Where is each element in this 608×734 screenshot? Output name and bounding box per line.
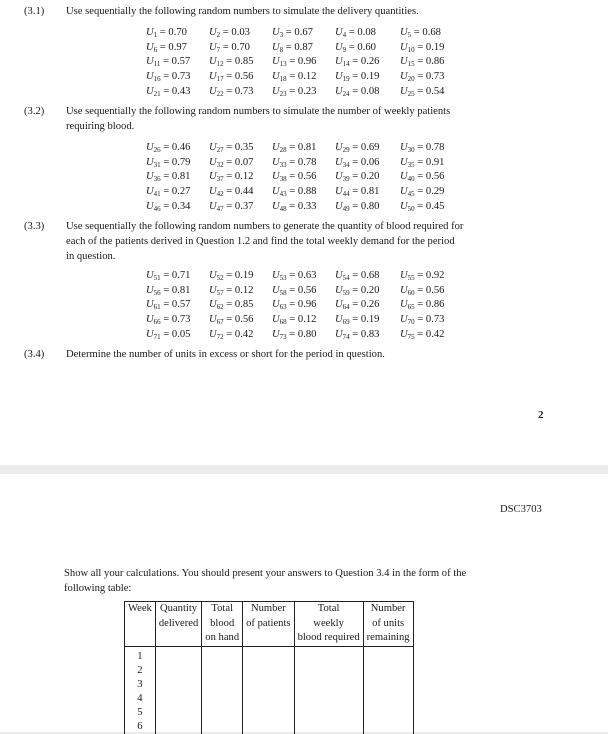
random-number-u71: $U_{71} = 0.05$	[146, 328, 191, 341]
random-number-u56: $U_{56} = 0.81$	[146, 284, 191, 297]
question-text: Use sequentially the following random numbers to simulate the delivery quantities.	[66, 6, 419, 17]
question-3-1	[24, 4, 549, 19]
table-row	[125, 706, 414, 720]
random-number-u55: $U_{55} = 0.92$	[400, 269, 445, 282]
question-3-3	[24, 219, 549, 264]
random-number-u34: $U_{34} = 0.06$	[335, 156, 380, 169]
answer-cell[interactable]	[294, 692, 363, 706]
table-header-2: Total blood on hand	[202, 602, 243, 647]
random-number-u46: $U_{46} = 0.34$	[146, 200, 191, 213]
random-number-u72: $U_{72} = 0.42$	[209, 328, 254, 341]
answer-cell[interactable]	[243, 664, 294, 678]
random-number-u25: $U_{25} = 0.54$	[400, 85, 445, 98]
random-number-u21: $U_{21} = 0.43$	[146, 85, 191, 98]
answer-cell[interactable]	[243, 646, 294, 664]
question-text-line-1: Use sequentially the following random numbers to generate the quantity of blood required for	[66, 221, 464, 232]
answer-cell[interactable]	[294, 706, 363, 720]
grid-row	[146, 84, 463, 99]
random-number-u47: $U_{47} = 0.37$	[209, 200, 254, 213]
random-number-u16: $U_{16} = 0.73$	[146, 70, 191, 83]
random-number-u17: $U_{17} = 0.56$	[209, 70, 254, 83]
question-number: (3.3)	[24, 221, 45, 232]
week-number: 1	[125, 646, 156, 664]
random-number-u6: $U_6 = 0.97$	[146, 41, 187, 54]
random-number-u26: $U_{26} = 0.46$	[146, 141, 191, 154]
random-number-u20: $U_{20} = 0.73$	[400, 70, 445, 83]
random-number-u33: $U_{33} = 0.78$	[272, 156, 317, 169]
random-number-u3: $U_3 = 0.67$	[272, 26, 313, 39]
random-number-u42: $U_{42} = 0.44$	[209, 185, 254, 198]
random-number-u53: $U_{53} = 0.63$	[272, 269, 317, 282]
random-number-u13: $U_{13} = 0.96$	[272, 56, 317, 69]
random-number-u7: $U_7 = 0.70$	[209, 41, 250, 54]
random-number-u62: $U_{62} = 0.85$	[209, 299, 254, 312]
answer-cell[interactable]	[155, 706, 201, 720]
grid-row	[146, 184, 463, 199]
grid-row	[146, 69, 463, 84]
answer-cell[interactable]	[202, 692, 243, 706]
answer-cell[interactable]	[363, 664, 413, 678]
table-header-5: Number of units remaining	[363, 602, 413, 647]
answer-cell[interactable]	[202, 720, 243, 734]
answer-cell[interactable]	[243, 706, 294, 720]
random-number-u61: $U_{61} = 0.57$	[146, 299, 191, 312]
answer-cell[interactable]	[155, 720, 201, 734]
random-number-u49: $U_{49} = 0.80$	[335, 200, 380, 213]
answer-table	[124, 601, 414, 734]
grid-row	[146, 25, 463, 40]
answer-cell[interactable]	[294, 646, 363, 664]
random-numbers-grid-3-3	[146, 268, 463, 341]
page-number: 2	[538, 409, 544, 421]
question-text-line-2: requiring blood.	[66, 121, 135, 132]
answer-cell[interactable]	[363, 646, 413, 664]
random-number-u11: $U_{11} = 0.57$	[146, 56, 191, 69]
answer-cell[interactable]	[294, 720, 363, 734]
table-row	[125, 678, 414, 692]
random-number-u18: $U_{18} = 0.12$	[272, 70, 317, 83]
answer-cell[interactable]	[202, 664, 243, 678]
random-number-u35: $U_{35} = 0.91$	[400, 156, 445, 169]
answer-cell[interactable]	[202, 646, 243, 664]
random-number-u65: $U_{65} = 0.86$	[400, 299, 445, 312]
grid-row	[146, 283, 463, 298]
question-text-line-2: each of the patients derived in Question 1.2 and find the total weekly demand for the period	[66, 236, 455, 247]
random-number-u9: $U_9 = 0.60$	[335, 41, 376, 54]
random-number-u69: $U_{69} = 0.19$	[335, 313, 380, 326]
question-number: (3.2)	[24, 106, 45, 117]
grid-row	[146, 155, 463, 170]
random-number-u31: $U_{31} = 0.79$	[146, 156, 191, 169]
random-number-u64: $U_{64} = 0.26$	[335, 299, 380, 312]
grid-row	[146, 327, 463, 342]
random-number-u12: $U_{12} = 0.85$	[209, 56, 254, 69]
random-number-u27: $U_{27} = 0.35$	[209, 141, 254, 154]
random-number-u28: $U_{28} = 0.81$	[272, 141, 317, 154]
answer-cell[interactable]	[155, 664, 201, 678]
random-number-u40: $U_{40} = 0.56$	[400, 171, 445, 184]
grid-row	[146, 140, 463, 155]
random-numbers-grid-3-1	[146, 25, 463, 98]
random-number-u10: $U_{10} = 0.19$	[400, 41, 445, 54]
document-page-2	[0, 474, 608, 732]
random-number-u29: $U_{29} = 0.69$	[335, 141, 380, 154]
table-row	[125, 692, 414, 706]
answer-cell[interactable]	[202, 706, 243, 720]
answer-cell[interactable]	[243, 678, 294, 692]
question-number: (3.4)	[24, 349, 45, 360]
random-number-u44: $U_{44} = 0.81$	[335, 185, 380, 198]
answer-cell[interactable]	[155, 692, 201, 706]
answer-cell[interactable]	[155, 678, 201, 692]
random-number-u2: $U_2 = 0.03$	[209, 26, 250, 39]
answer-cell[interactable]	[202, 678, 243, 692]
table-header-3: Number of patients	[243, 602, 294, 647]
week-number: 3	[125, 678, 156, 692]
random-number-u68: $U_{68} = 0.12$	[272, 313, 317, 326]
random-number-u14: $U_{14} = 0.26$	[335, 56, 380, 69]
answer-cell[interactable]	[243, 720, 294, 734]
week-number: 2	[125, 664, 156, 678]
answer-cell[interactable]	[155, 646, 201, 664]
random-number-u67: $U_{67} = 0.56$	[209, 313, 254, 326]
random-number-u74: $U_{74} = 0.83$	[335, 328, 380, 341]
table-header-0: Week	[125, 602, 156, 647]
answer-cell[interactable]	[294, 664, 363, 678]
answer-cell[interactable]	[363, 692, 413, 706]
random-number-u59: $U_{59} = 0.20$	[335, 284, 380, 297]
random-number-u23: $U_{23} = 0.23$	[272, 85, 317, 98]
random-number-u1: $U_1 = 0.70$	[146, 26, 187, 39]
answer-cell[interactable]	[363, 706, 413, 720]
random-number-u70: $U_{70} = 0.73$	[400, 313, 445, 326]
week-number: 6	[125, 720, 156, 734]
random-number-u48: $U_{48} = 0.33$	[272, 200, 317, 213]
random-number-u66: $U_{66} = 0.73$	[146, 313, 191, 326]
random-number-u41: $U_{41} = 0.27$	[146, 185, 191, 198]
random-number-u58: $U_{58} = 0.56$	[272, 284, 317, 297]
random-number-u30: $U_{30} = 0.78$	[400, 141, 445, 154]
random-number-u43: $U_{43} = 0.88$	[272, 185, 317, 198]
random-number-u73: $U_{73} = 0.80$	[272, 328, 317, 341]
random-number-u32: $U_{32} = 0.07$	[209, 156, 254, 169]
answer-cell[interactable]	[363, 720, 413, 734]
random-number-u5: $U_5 = 0.68$	[400, 26, 441, 39]
question-text: Determine the number of units in excess or short for the period in question.	[66, 349, 385, 360]
random-number-u57: $U_{57} = 0.12$	[209, 284, 254, 297]
question-number: (3.1)	[24, 6, 45, 17]
table-header-4: Total weekly blood required	[294, 602, 363, 647]
random-number-u60: $U_{60} = 0.56$	[400, 284, 445, 297]
question-text-line-1: Use sequentially the following random numbers to simulate the number of weekly patients	[66, 106, 451, 117]
table-row	[125, 664, 414, 678]
question-3-4	[24, 347, 549, 362]
random-number-u4: $U_4 = 0.08$	[335, 26, 376, 39]
question-text-line-3: in question.	[66, 251, 116, 262]
week-number: 4	[125, 692, 156, 706]
random-number-u19: $U_{19} = 0.19$	[335, 70, 380, 83]
table-header-1: Quantity delivered	[155, 602, 201, 647]
question-3-2	[24, 104, 549, 134]
answer-cell[interactable]	[294, 678, 363, 692]
random-number-u24: $U_{24} = 0.08$	[335, 85, 380, 98]
grid-row	[146, 199, 463, 214]
random-number-u36: $U_{36} = 0.81$	[146, 171, 191, 184]
grid-row	[146, 268, 463, 283]
grid-row	[146, 54, 463, 69]
random-number-u75: $U_{75} = 0.42$	[400, 328, 445, 341]
table-row	[125, 646, 414, 664]
course-code: DSC3703	[500, 504, 542, 515]
random-number-u22: $U_{22} = 0.73$	[209, 85, 254, 98]
instruction-line-2: following table:	[64, 583, 132, 594]
random-number-u52: $U_{52} = 0.19$	[209, 269, 254, 282]
grid-row	[146, 297, 463, 312]
random-number-u63: $U_{63} = 0.96$	[272, 299, 317, 312]
random-number-u37: $U_{37} = 0.12$	[209, 171, 254, 184]
random-number-u15: $U_{15} = 0.86$	[400, 56, 445, 69]
random-number-u38: $U_{38} = 0.56$	[272, 171, 317, 184]
random-number-u54: $U_{54} = 0.68$	[335, 269, 380, 282]
answer-cell[interactable]	[363, 678, 413, 692]
random-number-u39: $U_{39} = 0.20$	[335, 171, 380, 184]
random-number-u45: $U_{45} = 0.29$	[400, 185, 445, 198]
instruction-text	[64, 566, 549, 596]
grid-row	[146, 312, 463, 327]
random-number-u51: $U_{51} = 0.71$	[146, 269, 191, 282]
random-number-u50: $U_{50} = 0.45$	[400, 200, 445, 213]
random-numbers-grid-3-2	[146, 140, 463, 213]
random-number-u8: $U_8 = 0.87$	[272, 41, 313, 54]
grid-row	[146, 169, 463, 184]
table-header-row	[125, 602, 414, 647]
table-row	[125, 720, 414, 734]
week-number: 5	[125, 706, 156, 720]
grid-row	[146, 40, 463, 55]
instruction-line-1: Show all your calculations. You should present your answers to Question 3.4 in the form of the	[64, 568, 467, 579]
answer-cell[interactable]	[243, 692, 294, 706]
